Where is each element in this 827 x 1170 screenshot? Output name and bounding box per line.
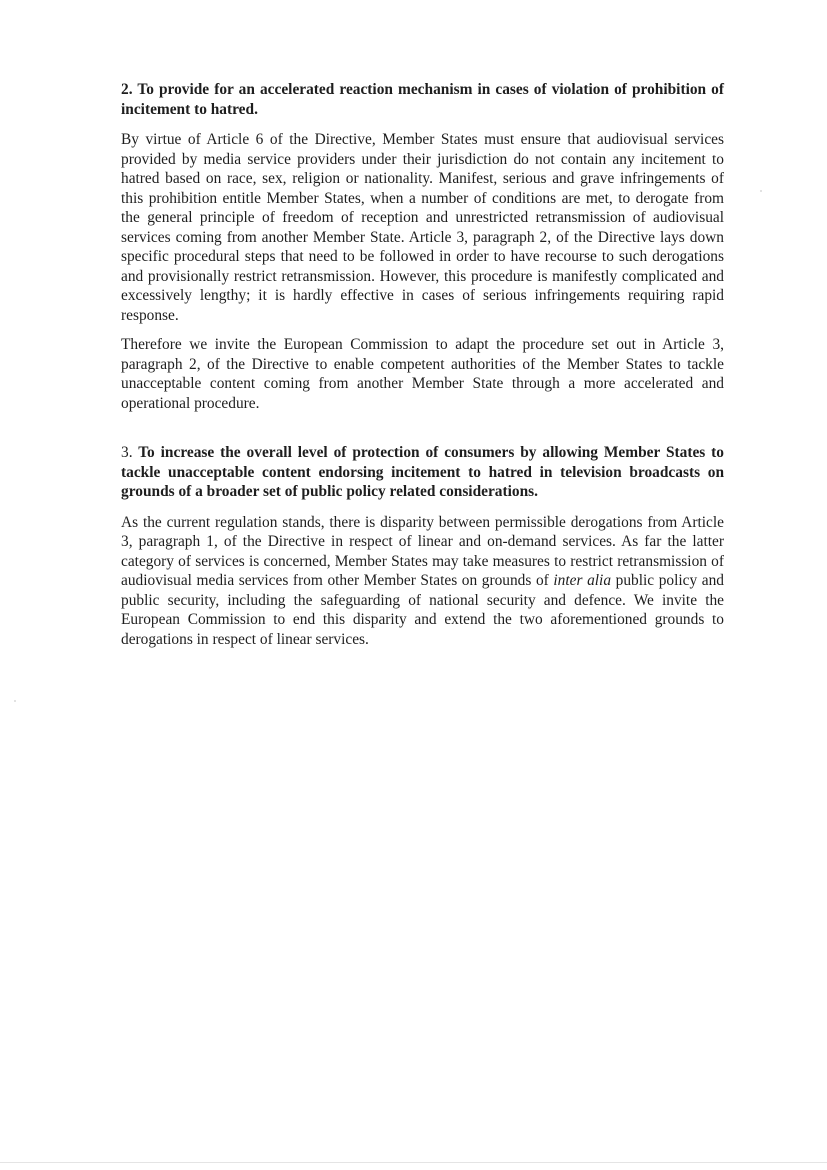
section-2-paragraph-2: Therefore we invite the European Commission to adapt the procedure set out in Article 3, paragraph 2, of the Directive to enable competent authorities of the Member States to tackle unacceptable content coming from another Member State through a more accelerated and operational procedure. bbox=[121, 336, 724, 412]
section-2-paragraph-1: By virtue of Article 6 of the Directive, Member States must ensure that audiovisual services provided by media service providers under their jurisdiction do not contain any incitement to hatred based on race, sex, religion or nationality. Manifest, serious and grave infringements of this prohibition entitle Member States, when a number of conditions are met, to derogate from the general principle of freedom of reception and unrestricted retransmission of audiovisual services coming from another Member State. Article 3, paragraph 2, of the Directive lays down specific procedural steps that need to be followed in order to have recourse to such derogations and provisionally restrict retransmission. However, this procedure is manifestly complicated and excessively lengthy; it is hardly effective in cases of serious infringements requiring rapid response. bbox=[121, 131, 724, 324]
scan-edge-line bbox=[0, 1162, 827, 1163]
document-body bbox=[121, 80, 724, 649]
section-3-paragraph-1-part-2: public policy and public security, including the safeguarding of national security and defence. We invite the European Commission to end this disparity and extend the two aforementioned grounds to derogations in respect of linear services. bbox=[121, 572, 725, 648]
scan-speck bbox=[760, 190, 762, 192]
section-3-heading bbox=[121, 443, 724, 502]
section-3-heading-text: To increase the overall level of protection of consumers by allowing Member States to tackle unacceptable content endorsing incitement to hatred in television broadcasts on grounds of a broader set of public policy related considerations. bbox=[121, 444, 724, 500]
section-3-paragraph-1-part-1: As the current regulation stands, there is disparity between permissible derogations from Article 3, paragraph 1, of the Directive in respect of linear and on-demand services. As far the latter category of services is concerned, Member States may take measures to restrict retransmission of audiovisual media services from other Member States on grounds of bbox=[121, 513, 724, 589]
section-2-heading: 2. To provide for an accelerated reaction mechanism in cases of violation of prohibition of incitement to hatred. bbox=[121, 81, 724, 118]
section-3-heading-number: 3. bbox=[121, 444, 133, 461]
scan-speck bbox=[14, 700, 16, 702]
section-3-paragraph-1-italic: inter alia bbox=[553, 572, 612, 589]
section-3-paragraph-1 bbox=[121, 513, 724, 650]
